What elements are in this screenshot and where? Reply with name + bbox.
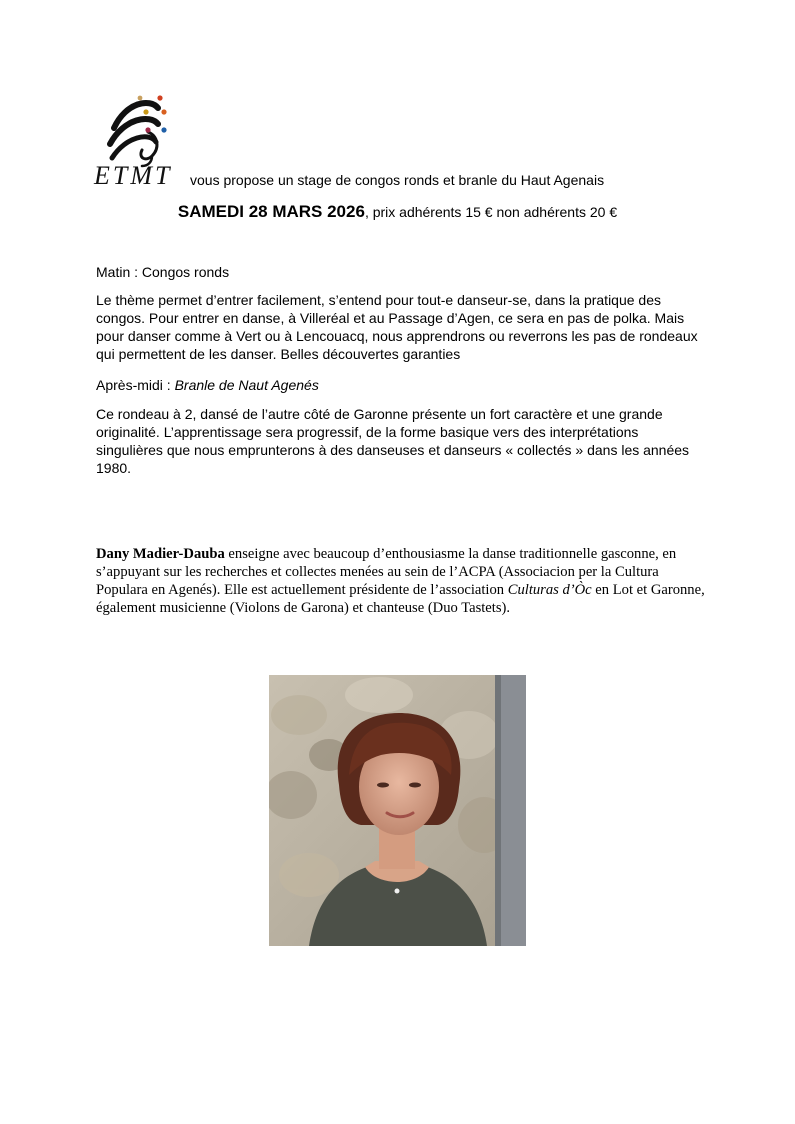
afternoon-prefix: Après-midi : <box>96 377 175 393</box>
date-price-line <box>0 202 795 222</box>
portrait-photo <box>269 675 526 946</box>
morning-text: Le thème permet d’entrer facilement, s’entend pour tout-e danseur-se, dans la pratique des congos. Pour entrer en danse, à Villeréal et au Passage d’Agen, ce sera en pas de polka. Mais pour danser comme à Vert ou à Lencouacq, nous apprendrons ou reverrons les pas de rondeaux qui permettent de les danser. Belles découvertes garanties <box>96 292 698 362</box>
event-date: SAMEDI 28 MARS 2026 <box>177 202 365 221</box>
intro-line: vous propose un stage de congos ronds et branle du Haut Agenais <box>190 172 605 188</box>
morning-label: Matin : Congos ronds <box>96 264 230 280</box>
bio-paragraph <box>96 545 706 617</box>
bio-text-1: enseigne avec beaucoup d’enthousiasme la danse traditionnelle gasconne, en s’appuyant sur les recherches et collectes menées au sein de l’ACPA (Associacion per la Cultura Populara en Agenés). Elle est actuellement présidente de l’association <box>96 546 677 598</box>
teacher-name: Dany Madier-Dauba <box>96 546 225 562</box>
afternoon-label <box>96 376 706 394</box>
bio-text-2: en Lot et Garonne, également musicienne (Violons de Garona) et chanteuse (Duo Tastets). <box>96 582 705 616</box>
logo-dot <box>161 127 166 132</box>
logo-dot <box>161 109 166 114</box>
afternoon-text: Ce rondeau à 2, dansé de l’autre côté de Garonne présente un fort caractère et une grande originalité. L’apprentissage sera progressif, de la forme basique vers des interprétations singulières que nous emprunterons à des danseuses et danseurs « collectés » dans les années 1980. <box>96 406 690 476</box>
logo-dot <box>138 96 143 101</box>
price-info: , prix adhérents 15 € non adhérents 20 € <box>364 204 618 220</box>
afternoon-title: Branle de Naut Agenés <box>174 377 319 393</box>
etmt-logo <box>92 92 192 188</box>
logo-dot <box>157 95 162 100</box>
association-name: Culturas d’Òc <box>507 582 592 598</box>
logo-dot <box>145 127 150 132</box>
logo-text: ETMT <box>94 161 173 188</box>
logo-dot <box>143 109 148 114</box>
